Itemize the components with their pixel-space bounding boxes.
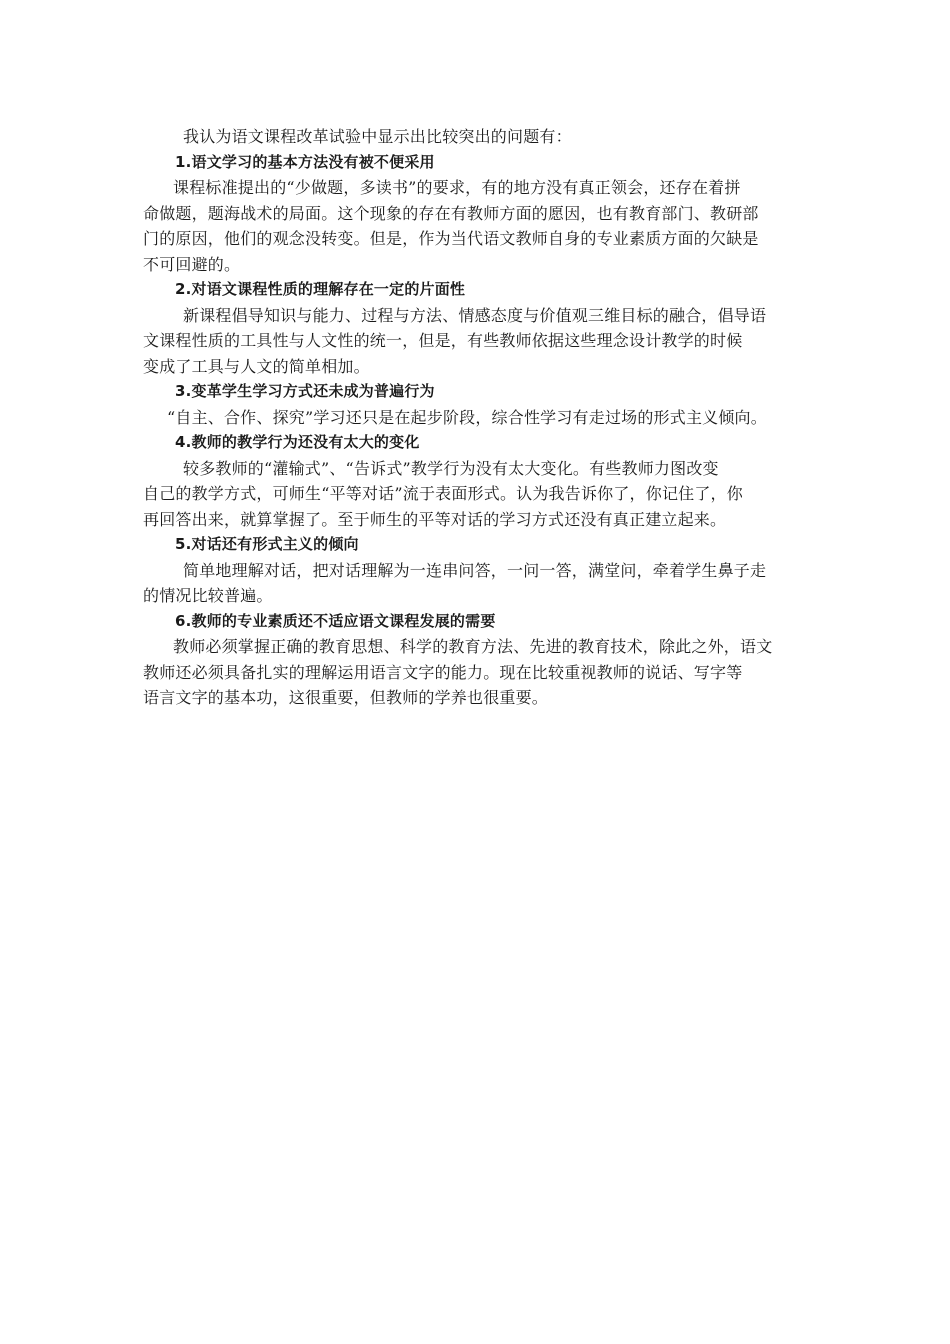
section-4-heading: 4.教师的教学行为还没有太大的变化 [175, 433, 420, 451]
section-6-line-3: 语言文字的基本功，这很重要，但教师的学养也很重要。 [143, 688, 549, 707]
section-5-line-2: 的情况比较普遍。 [143, 586, 273, 605]
section-1-line-3: 门的原因，他们的观念没转变。但是，作为当代语文教师自身的专业素质方面的欠缺是 [143, 229, 759, 248]
section-1-line-2: 命做题，题海战术的局面。这个现象的存在有教师方面的愿因，也有教育部门、教研部 [143, 203, 759, 223]
section-4-line-2: 自己的教学方式，可师生“平等对话”流于表面形式。认为我告诉你了，你记住了，你 [143, 484, 743, 503]
section-2-line-3: 变成了工具与人文的简单相加。 [143, 356, 370, 376]
section-2-line-1: 新课程倡导知识与能力、过程与方法、情感态度与价值观三维目标的融合，倡导语 [183, 305, 767, 325]
section-6-line-1: 教师必须掌握正确的教育思想、科学的教育方法、先进的教育技术，除此之外，语文 [173, 637, 773, 656]
section-3-heading: 3.变革学生学习方式还未成为普遍行为 [175, 382, 435, 400]
intro-paragraph: 我认为语文课程改革试验中显示出比较突出的问题有： [183, 127, 572, 146]
section-1-heading: 1.语文学习的基本方法没有被不便采用 [175, 152, 435, 171]
section-3-line-1: “自主、合作、探究”学习还只是在起步阶段，综合性学习有走过场的形式主义倾向。 [167, 407, 767, 427]
section-5-line-1: 简单地理解对话，把对话理解为一连串问答，一问一答，满堂问，牵着学生鼻子走 [183, 560, 767, 580]
document-body [143, 124, 811, 711]
section-1-line-4: 不可回避的。 [143, 254, 241, 274]
section-2-line-2: 文课程性质的工具性与人文性的统一，但是，有些教师依据这些理念设计教学的时候 [143, 331, 743, 350]
section-4-line-1: 较多教师的“灌输式”、“告诉式”教学行为没有太大变化。有些教师力图改变 [183, 458, 719, 478]
section-2-heading: 2.对语文课程性质的理解存在一定的片面性 [175, 280, 466, 298]
section-5-heading: 5.对话还有形式主义的倾向 [175, 535, 359, 553]
section-4-line-3: 再回答出来，就算掌握了。至于师生的平等对话的学习方式还没有真正建立起来。 [143, 509, 727, 529]
section-6-heading: 6.教师的专业素质还不适应语文课程发展的需要 [175, 611, 496, 630]
section-1-line-1: 课程标准提出的“少做题，多读书”的要求，有的地方没有真正领会，还存在着拼 [173, 178, 741, 197]
section-6-line-2: 教师还必须具备扎实的理解运用语言文字的能力。现在比较重视教师的说话、写字等 [143, 662, 743, 682]
